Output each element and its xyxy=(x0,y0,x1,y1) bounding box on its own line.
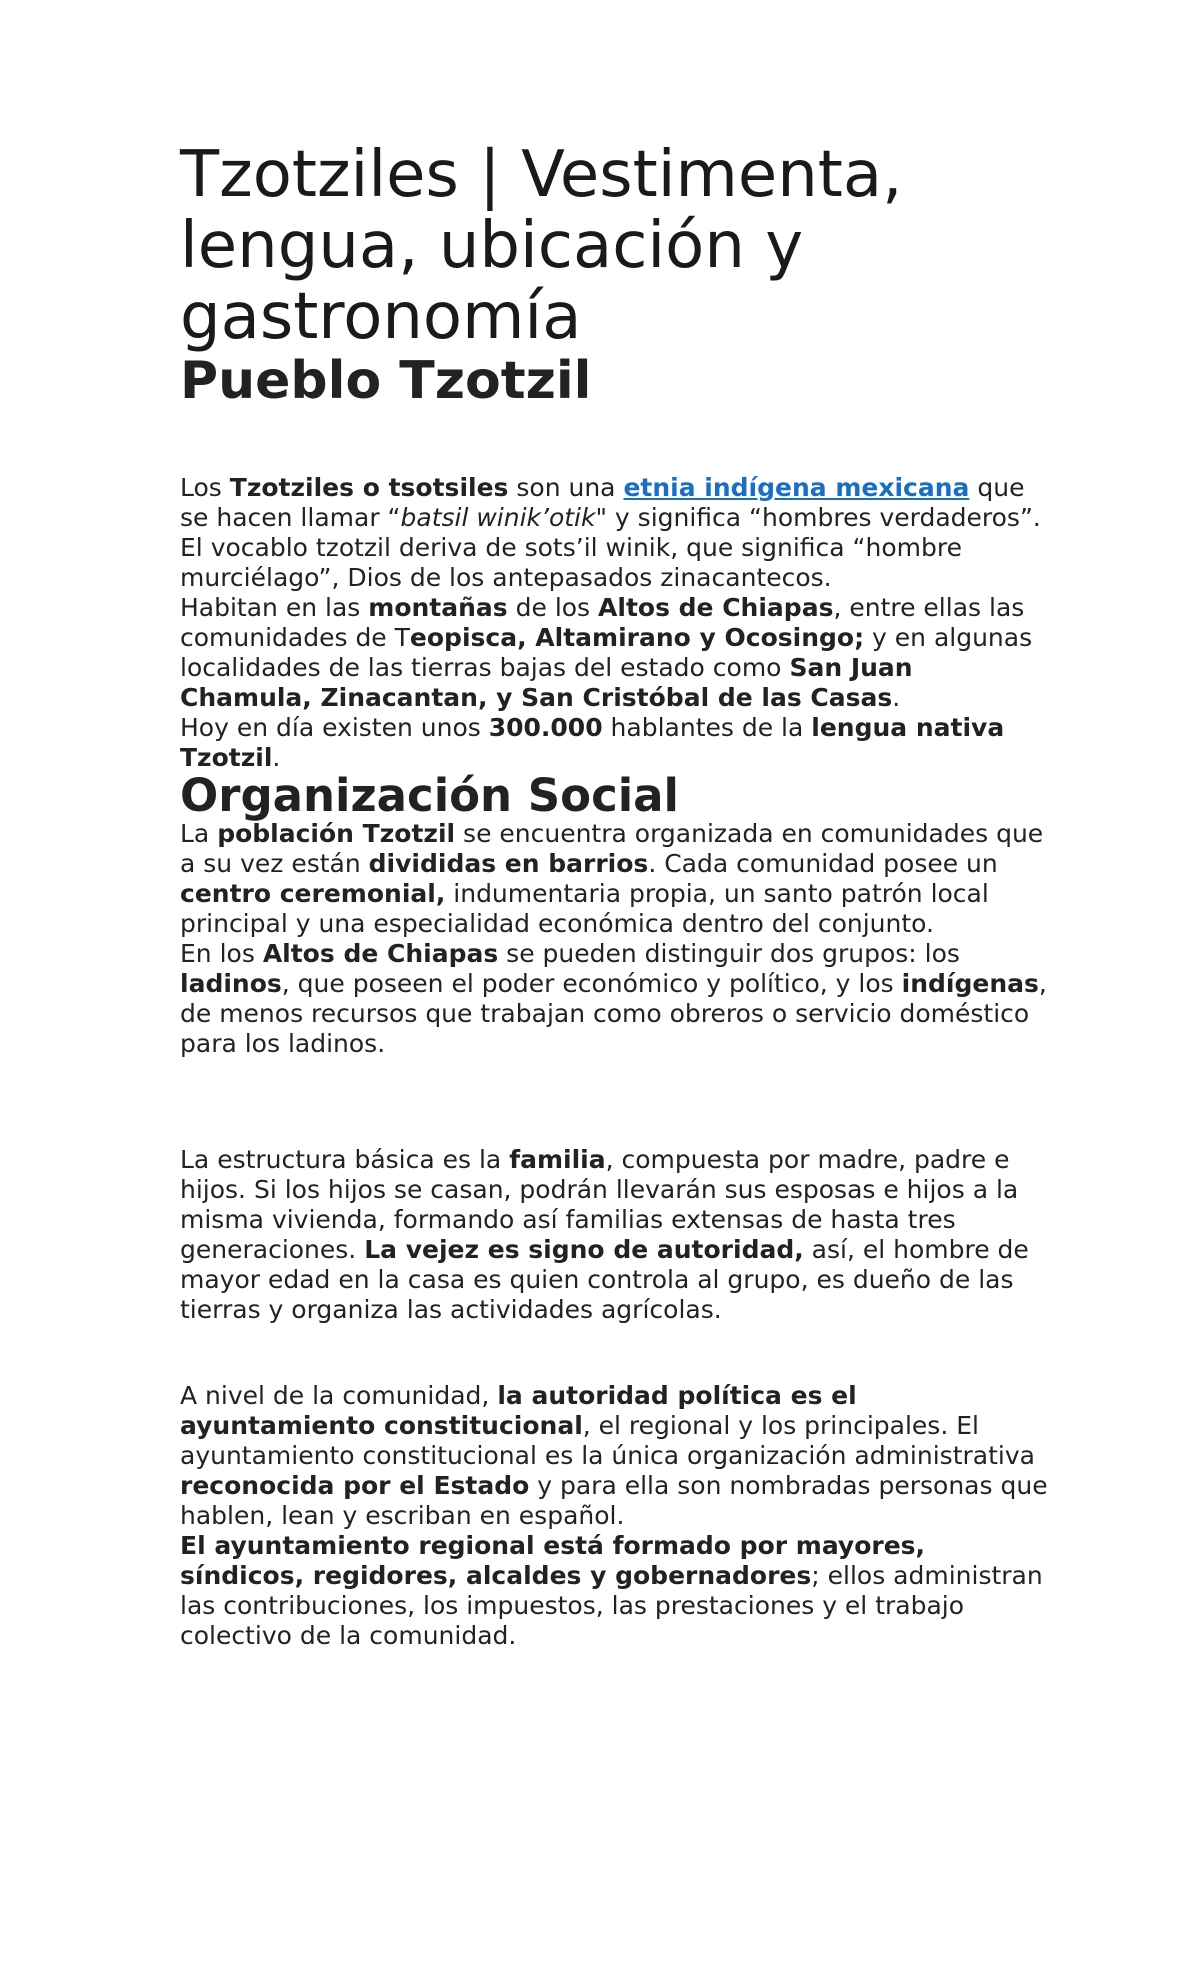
document-page xyxy=(180,140,1050,1651)
section-paragraph-1: La población Tzotzil se encuentra organizada en comunidades que a su vez están divididas en barrios. Cada comunidad posee un centro ceremonial, indumentaria propia, un santo patrón local principal y una especialidad económica dentro del conjunto. xyxy=(180,819,1044,938)
section-paragraph-2: En los Altos de Chiapas se pueden distinguir dos grupos: los ladinos, que poseen el poder económico y político, y los indígenas, de menos recursos que trabajan como obreros o servicio doméstico para los ladinos. xyxy=(180,939,1047,1058)
spacer xyxy=(180,1325,1050,1381)
page-subtitle: Pueblo Tzotzil xyxy=(180,351,592,411)
spacer xyxy=(180,1059,1050,1145)
etnia-indigena-link[interactable]: etnia indígena mexicana xyxy=(623,473,970,502)
intro-paragraph-3: Hoy en día existen unos 300.000 hablantes de la lengua nativa Tzotzil. xyxy=(180,713,1005,772)
section-paragraph-4: A nivel de la comunidad, la autoridad política es el ayuntamiento constitucional, el regional y los principales. El ayuntamiento constitucional es la única organización administrativa reconocida por el Estado y para ella son nombradas personas que hablen, lean y escriban en español. xyxy=(180,1381,1048,1530)
section-paragraph-5: El ayuntamiento regional está formado por mayores, síndicos, regidores, alcaldes y gobernadores; ellos administran las contribuciones, los impuestos, las prestaciones y el trabajo colectivo de la comunidad. xyxy=(180,1531,1043,1650)
section-paragraph-3: La estructura básica es la familia, compuesta por madre, padre e hijos. Si los hijos se casan, podrán llevarán sus esposas e hijos a la misma vivienda, formando así familias extensas de hasta tres generaciones. La vejez es signo de autoridad, así, el hombre de mayor edad en la casa es quien controla al grupo, es dueño de las tierras y organiza las actividades agrícolas. xyxy=(180,1145,1029,1324)
page-title: Tzotziles | Vestimenta, lengua, ubicación y gastronomía xyxy=(180,138,903,354)
section-heading: Organización Social xyxy=(180,769,679,822)
intro-paragraph-2: Habitan en las montañas de los Altos de Chiapas, entre ellas las comunidades de Teopisca, Altamirano y Ocosingo; y en algunas localidades de las tierras bajas del estado como San Juan Chamula, Zinacantan, y San Cristóbal de las Casas. xyxy=(180,593,1033,712)
intro-paragraph-1: Los Tzotziles o tsotsiles son una etnia indígena mexicana que se hacen llamar “batsil winik’otik" y significa “hombres verdaderos”. El vocablo tzotzil deriva de sots’il winik, que significa “hombre murciélago”, Dios de los antepasados zinacantecos. xyxy=(180,473,1041,592)
